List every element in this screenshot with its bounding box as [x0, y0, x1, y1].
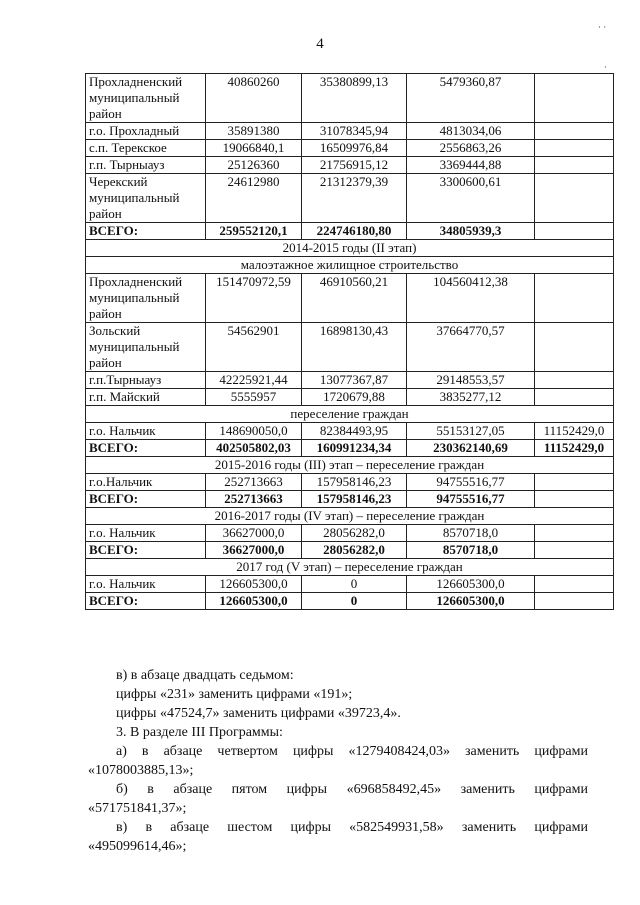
- amount-cell: 94755516,77: [407, 491, 535, 508]
- section-header-row: [86, 257, 614, 274]
- amount-cell: [535, 542, 614, 559]
- amount-cell: 11152429,0: [535, 440, 614, 457]
- section-header: 2017 год (V этап) – переселение граждан: [86, 559, 614, 576]
- amount-cell: 2556863,26: [407, 140, 535, 157]
- amount-cell: 5479360,87: [407, 74, 535, 123]
- territory-cell: Зольский муниципальный район: [86, 323, 206, 372]
- table-row: [86, 525, 614, 542]
- total-row: [86, 223, 614, 240]
- amount-cell: 252713663: [206, 474, 302, 491]
- amount-cell: 13077367,87: [302, 372, 407, 389]
- amount-cell: 19066840,1: [206, 140, 302, 157]
- amount-cell: 11152429,0: [535, 423, 614, 440]
- territory-cell: ВСЕГО:: [86, 440, 206, 457]
- table-row: [86, 323, 614, 372]
- section-header-row: [86, 457, 614, 474]
- table-row: [86, 74, 614, 123]
- amount-cell: 4813034,06: [407, 123, 535, 140]
- total-row: [86, 440, 614, 457]
- territory-cell: ВСЕГО:: [86, 223, 206, 240]
- table-row: [86, 372, 614, 389]
- funding-table: [85, 73, 614, 610]
- territory-cell: Прохладненский муниципальный район: [86, 274, 206, 323]
- amount-cell: 5555957: [206, 389, 302, 406]
- paragraph: а) в абзаце четвертом цифры «1279408424,03» заменить цифрами: [116, 744, 588, 759]
- table-row: [86, 140, 614, 157]
- territory-cell: г.о. Нальчик: [86, 423, 206, 440]
- territory-cell: г.о. Нальчик: [86, 525, 206, 542]
- territory-cell: г.п. Майский: [86, 389, 206, 406]
- amount-cell: [535, 274, 614, 323]
- amount-cell: [535, 474, 614, 491]
- amount-cell: 148690050,0: [206, 423, 302, 440]
- territory-cell: Черекский муниципальный район: [86, 174, 206, 223]
- section-header: малоэтажное жилищное строительство: [86, 257, 614, 274]
- amount-cell: 94755516,77: [407, 474, 535, 491]
- amount-cell: 160991234,34: [302, 440, 407, 457]
- paragraph: б) в абзаце пятом цифры «696858492,45» заменить цифрами: [116, 782, 588, 797]
- amount-cell: 36627000,0: [206, 525, 302, 542]
- amount-cell: 16898130,43: [302, 323, 407, 372]
- territory-cell: г.п. Тырныауз: [86, 157, 206, 174]
- paragraph: «1078003885,13»;: [88, 763, 194, 778]
- amount-cell: 25126360: [206, 157, 302, 174]
- table-row: [86, 174, 614, 223]
- amount-cell: 82384493,95: [302, 423, 407, 440]
- paragraph: в) в абзаце двадцать седьмом:: [116, 668, 294, 683]
- amount-cell: 36627000,0: [206, 542, 302, 559]
- section-header-row: [86, 508, 614, 525]
- territory-cell: Прохладненский муниципальный район: [86, 74, 206, 123]
- amount-cell: 31078345,94: [302, 123, 407, 140]
- section-header-row: [86, 406, 614, 423]
- amount-cell: 157958146,23: [302, 491, 407, 508]
- territory-cell: г.о.Нальчик: [86, 474, 206, 491]
- paragraph: цифры «231» заменить цифрами «191»;: [116, 687, 353, 702]
- paragraph: «495099614,46»;: [88, 839, 187, 854]
- amount-cell: [535, 389, 614, 406]
- amount-cell: 46910560,21: [302, 274, 407, 323]
- amount-cell: 252713663: [206, 491, 302, 508]
- table-row: [86, 389, 614, 406]
- amount-cell: 126605300,0: [206, 593, 302, 610]
- scan-mark: ·: [604, 62, 607, 72]
- amount-cell: 55153127,05: [407, 423, 535, 440]
- amount-cell: [535, 491, 614, 508]
- amount-cell: [535, 157, 614, 174]
- scan-mark: · ·: [598, 22, 607, 32]
- territory-cell: г.о. Прохладный: [86, 123, 206, 140]
- territory-cell: ВСЕГО:: [86, 542, 206, 559]
- amount-cell: 126605300,0: [407, 593, 535, 610]
- section-header: переселение граждан: [86, 406, 614, 423]
- amount-cell: 8570718,0: [407, 525, 535, 542]
- amount-cell: 28056282,0: [302, 525, 407, 542]
- amount-cell: [535, 140, 614, 157]
- amount-cell: 0: [302, 576, 407, 593]
- territory-cell: ВСЕГО:: [86, 491, 206, 508]
- page-number: 4: [316, 36, 324, 52]
- amount-cell: [535, 372, 614, 389]
- amount-cell: [535, 223, 614, 240]
- amount-cell: 104560412,38: [407, 274, 535, 323]
- table-row: [86, 274, 614, 323]
- amount-cell: 29148553,57: [407, 372, 535, 389]
- total-row: [86, 593, 614, 610]
- territory-cell: ВСЕГО:: [86, 593, 206, 610]
- amount-cell: 3835277,12: [407, 389, 535, 406]
- territory-cell: г.п.Тырныауз: [86, 372, 206, 389]
- amount-cell: [535, 74, 614, 123]
- paragraph: в) в абзаце шестом цифры «582549931,58» заменить цифрами: [116, 820, 588, 835]
- funding-table-body: [86, 74, 614, 610]
- amount-cell: 35380899,13: [302, 74, 407, 123]
- amount-cell: 224746180,80: [302, 223, 407, 240]
- amount-cell: 21756915,12: [302, 157, 407, 174]
- section-header-row: [86, 559, 614, 576]
- amount-cell: 0: [302, 593, 407, 610]
- territory-cell: с.п. Терекское: [86, 140, 206, 157]
- amount-cell: [535, 525, 614, 542]
- amount-cell: 8570718,0: [407, 542, 535, 559]
- amount-cell: 24612980: [206, 174, 302, 223]
- amount-cell: 259552120,1: [206, 223, 302, 240]
- amount-cell: 34805939,3: [407, 223, 535, 240]
- amount-cell: 40860260: [206, 74, 302, 123]
- amount-cell: 28056282,0: [302, 542, 407, 559]
- amount-cell: 230362140,69: [407, 440, 535, 457]
- amount-cell: [535, 123, 614, 140]
- amount-cell: 3369444,88: [407, 157, 535, 174]
- amount-cell: 157958146,23: [302, 474, 407, 491]
- amount-cell: 126605300,0: [206, 576, 302, 593]
- section-header: 2014-2015 годы (II этап): [86, 240, 614, 257]
- amount-cell: 35891380: [206, 123, 302, 140]
- table-row: [86, 123, 614, 140]
- amount-cell: 1720679,88: [302, 389, 407, 406]
- amount-cell: 42225921,44: [206, 372, 302, 389]
- amount-cell: 16509976,84: [302, 140, 407, 157]
- amount-cell: [535, 593, 614, 610]
- section-header-row: [86, 240, 614, 257]
- total-row: [86, 542, 614, 559]
- amount-cell: [535, 323, 614, 372]
- amount-cell: 402505802,03: [206, 440, 302, 457]
- paragraph: «571751841,37»;: [88, 801, 187, 816]
- amendment-text: [88, 666, 588, 856]
- amount-cell: [535, 576, 614, 593]
- table-row: [86, 474, 614, 491]
- paragraph: цифры «47524,7» заменить цифрами «39723,4».: [116, 706, 401, 721]
- total-row: [86, 491, 614, 508]
- amount-cell: [535, 174, 614, 223]
- amount-cell: 126605300,0: [407, 576, 535, 593]
- amount-cell: 37664770,57: [407, 323, 535, 372]
- funding-table-container: [85, 73, 613, 610]
- table-row: [86, 576, 614, 593]
- amount-cell: 21312379,39: [302, 174, 407, 223]
- paragraph: 3. В разделе III Программы:: [116, 725, 283, 740]
- table-row: [86, 157, 614, 174]
- section-header: 2015-2016 годы (III) этап – переселение граждан: [86, 457, 614, 474]
- territory-cell: г.о. Нальчик: [86, 576, 206, 593]
- amount-cell: 151470972,59: [206, 274, 302, 323]
- table-row: [86, 423, 614, 440]
- section-header: 2016-2017 годы (IV этап) – переселение граждан: [86, 508, 614, 525]
- amount-cell: 3300600,61: [407, 174, 535, 223]
- amount-cell: 54562901: [206, 323, 302, 372]
